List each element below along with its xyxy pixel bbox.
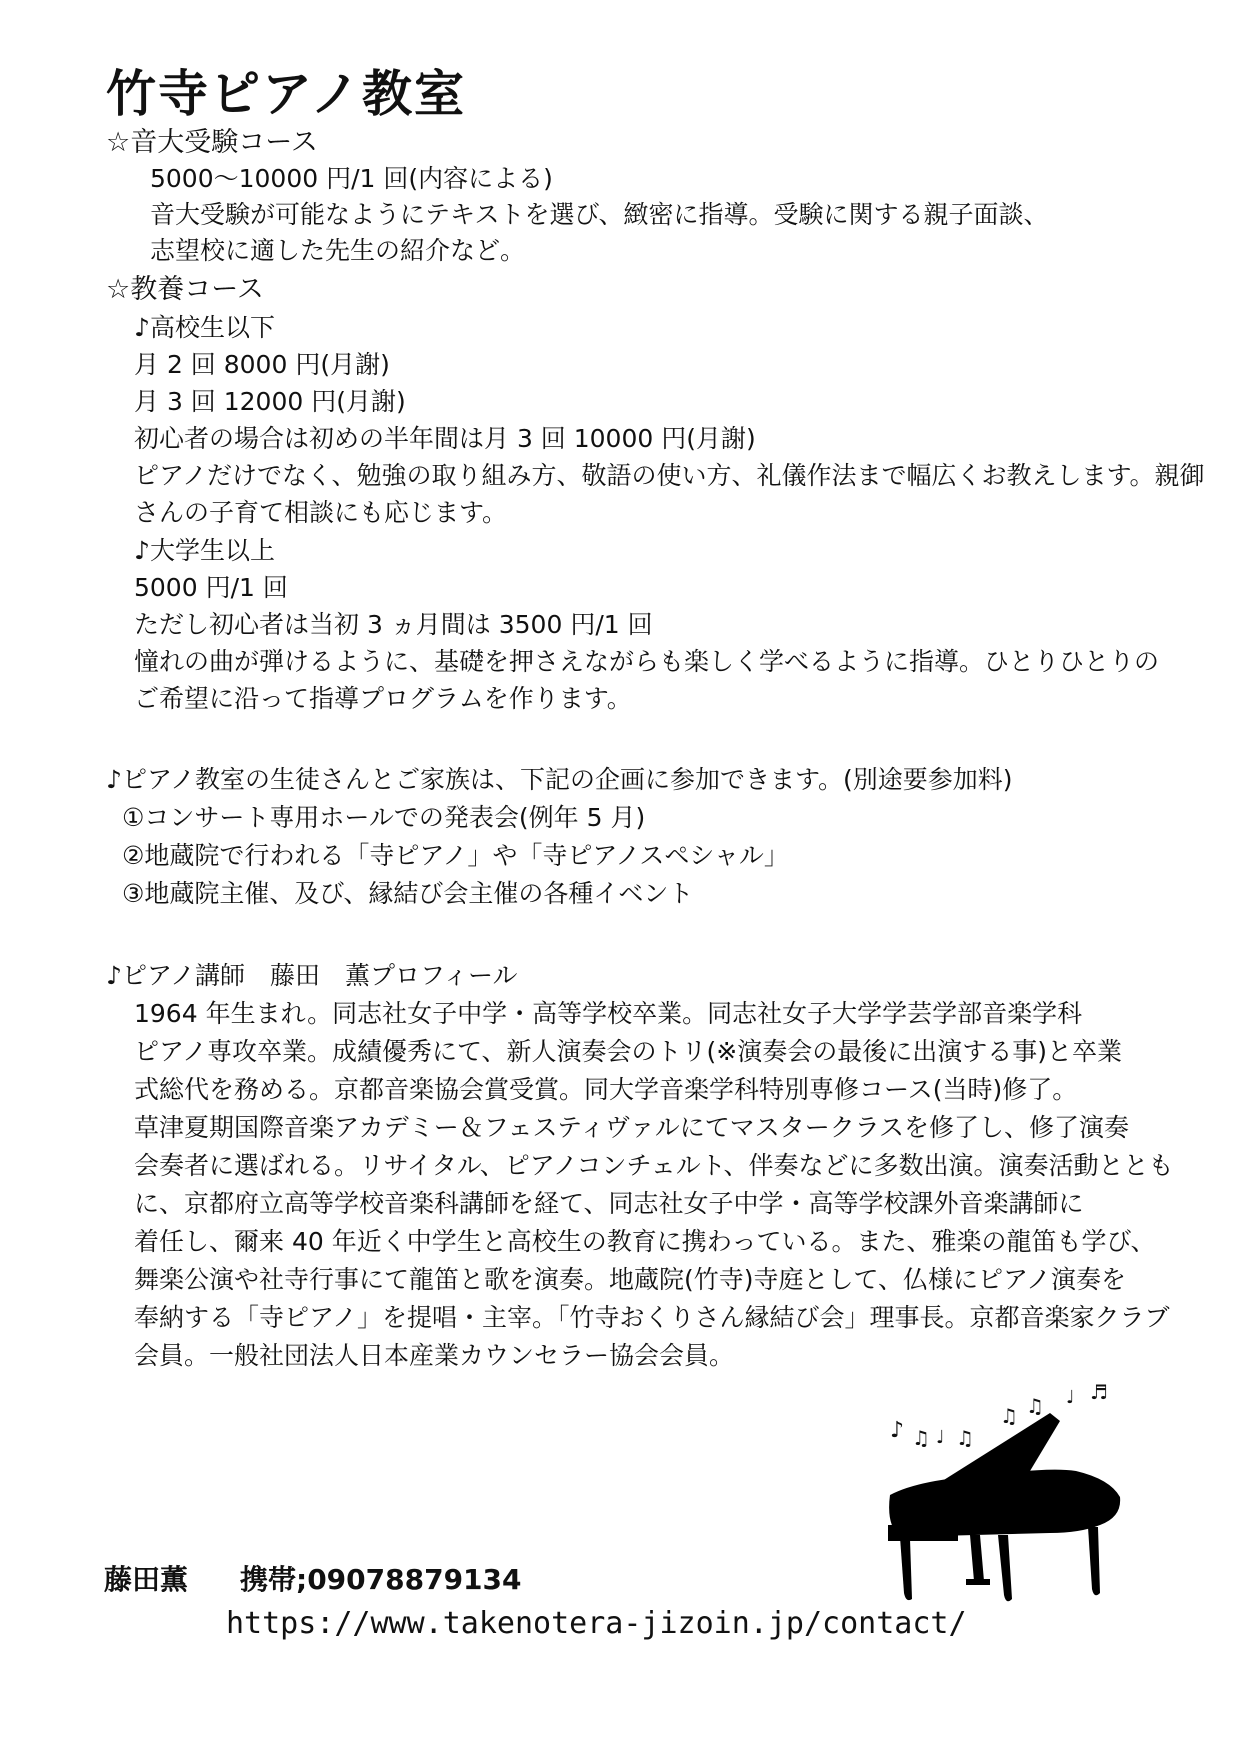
culture-course-line: 月 3 回 12000 円(月謝) [134, 387, 406, 416]
music-note-icon: ♪ [890, 1418, 905, 1443]
culture-course-line: 憧れの曲が弾けるように、基礎を押さえながらも楽しく学べるように指導。ひとりひとりの [134, 647, 1160, 676]
exam-course-line: 志望校に適した先生の紹介など。 [150, 236, 526, 265]
music-note-icon: ♫ [1026, 1394, 1044, 1418]
contact-phone: 携帯;09078879134 [240, 1563, 522, 1596]
profile-line: 草津夏期国際音楽アカデミー＆フェスティヴァルにてマスタークラスを修了し、修了演奏 [134, 1113, 1130, 1142]
profile-line: 舞楽公演や社寺行事にて龍笛と歌を演奏。地蔵院(竹寺)寺庭として、仏様にピアノ演奏を [134, 1265, 1127, 1294]
culture-course-line: ただし初心者は当初 3 ヵ月間は 3500 円/1 回 [134, 610, 653, 639]
profile-line: 1964 年生まれ。同志社女子中学・高等学校卒業。同志社女子大学学芸学部音楽学科 [134, 999, 1083, 1028]
culture-course-line: ピアノだけでなく、勉強の取り組み方、敬語の使い方、礼儀作法まで幅広くお教えします。親御 [134, 461, 1205, 490]
events-heading: ♪ピアノ教室の生徒さんとご家族は、下記の企画に参加できます。(別途要参加料) [106, 765, 1013, 794]
music-note-icon: ♩ [936, 1427, 945, 1448]
culture-course-line: ご希望に沿って指導プログラムを作ります。 [134, 684, 632, 713]
culture-course-line: 月 2 回 8000 円(月謝) [134, 350, 390, 379]
profile-line: 会員。一般社団法人日本産業カウンセラー協会会員。 [134, 1341, 735, 1370]
culture-course-line: さんの子育て相談にも応じます。 [134, 498, 508, 527]
culture-course-line: ♪大学生以上 [134, 536, 275, 565]
profile-line: 奉納する「寺ピアノ」を提唱・主宰。「竹寺おくりさん縁結び会」理事長。京都音楽家クラブ [134, 1303, 1170, 1332]
exam-course-line: 音大受験が可能なようにテキストを選び、緻密に指導。受験に関する親子面談、 [150, 200, 1049, 229]
profile-line: ピアノ専攻卒業。成績優秀にて、新人演奏会のトリ(※演奏会の最後に出演する事)と卒業 [134, 1037, 1122, 1066]
event-item: ②地蔵院で行われる「寺ピアノ」や「寺ピアノスペシャル」 [122, 841, 789, 870]
grand-piano-icon [880, 1375, 1140, 1620]
profile-line: 着任し、爾来 40 年近く中学生と高校生の教育に携わっている。また、雅楽の龍笛も学び、 [134, 1227, 1156, 1256]
exam-course-line: 5000～10000 円/1 回(内容による) [150, 164, 553, 193]
music-note-icon: ♫ [1000, 1404, 1018, 1428]
profile-line: 会奏者に選ばれる。リサイタル、ピアノコンチェルト、伴奏などに多数出演。演奏活動ととも [134, 1151, 1174, 1180]
culture-course-heading: ☆教養コース [106, 274, 264, 305]
event-item: ①コンサート専用ホールでの発表会(例年 5 月) [122, 803, 646, 832]
profile-line: 式総代を務める。京都音楽協会賞受賞。同大学音楽学科特別専修コース(当時)修了。 [134, 1075, 1078, 1104]
music-note-icon: ♫ [956, 1426, 974, 1450]
contact-name: 藤田薫 [104, 1563, 189, 1596]
music-note-icon: ♬ [1090, 1380, 1108, 1404]
music-note-icon: ♫ [912, 1426, 930, 1450]
page-title: 竹寺ピアノ教室 [106, 65, 466, 123]
event-item: ③地蔵院主催、及び、縁結び会主催の各種イベント [122, 879, 694, 908]
culture-course-line: 初心者の場合は初めの半年間は月 3 回 10000 円(月謝) [134, 424, 756, 453]
culture-course-line: ♪高校生以下 [134, 313, 275, 342]
music-note-icon: ♩ [1066, 1387, 1075, 1408]
profile-heading: ♪ピアノ講師 藤田 薫プロフィール [106, 961, 518, 990]
exam-course-heading: ☆音大受験コース [106, 127, 318, 158]
contact-url-link[interactable]: https://www.takenotera-jizoin.jp/contact/ [226, 1606, 967, 1641]
profile-line: に、京都府立高等学校音楽科講師を経て、同志社女子中学・高等学校課外音楽講師に [134, 1189, 1084, 1218]
culture-course-line: 5000 円/1 回 [134, 573, 288, 602]
